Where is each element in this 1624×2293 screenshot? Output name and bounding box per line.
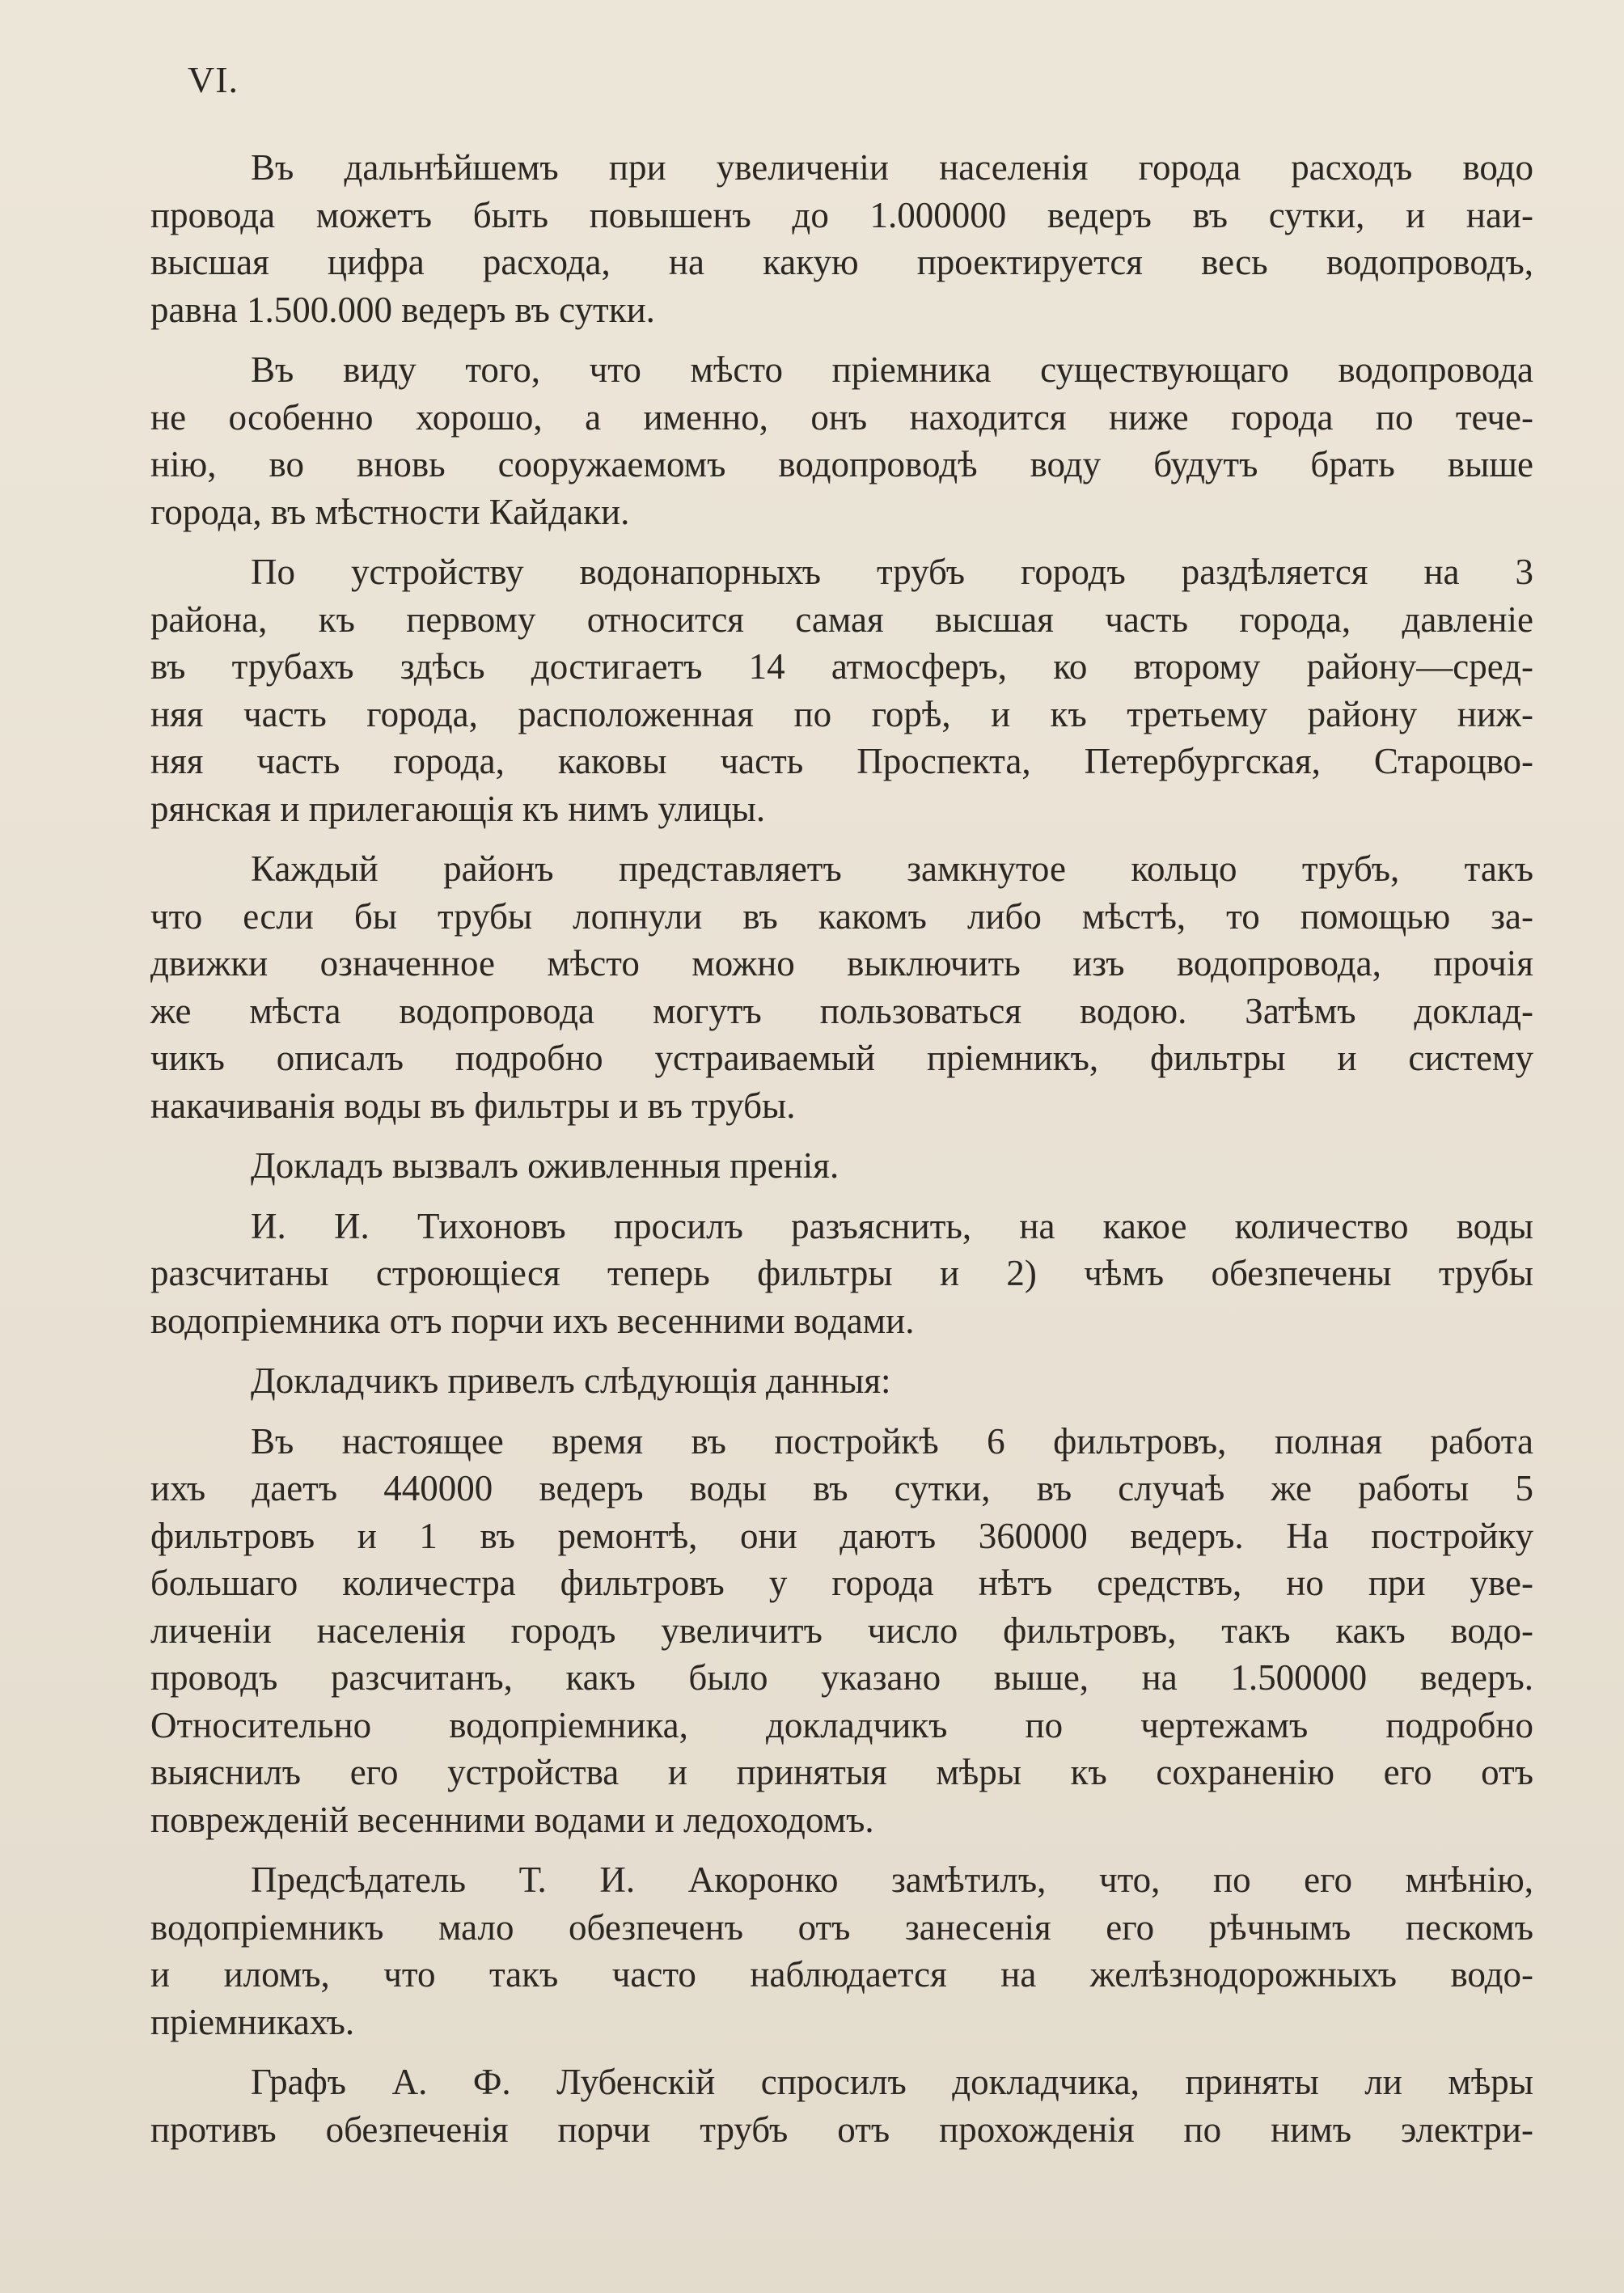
text-line: и иломъ, что такъ часто наблюдается на желѣзнодорожныхъ водо- xyxy=(150,1954,1533,1995)
text-line: личенiи населенiя городъ увеличитъ число фильтровъ, такъ какъ водо- xyxy=(150,1610,1533,1651)
paragraph xyxy=(150,1203,1533,1345)
paragraph xyxy=(150,346,1533,535)
text-line: няя часть города, каковы часть Проспекта, Петербургская, Староцво- xyxy=(150,741,1533,781)
text-line: высшая цифра расхода, на какую проектируется весь водопроводъ, xyxy=(150,242,1533,282)
text-line: большаго количестра фильтровъ у города нѣтъ средствъ, но при уве- xyxy=(150,1563,1533,1603)
paragraph xyxy=(150,1357,1533,1405)
text-line: не особенно хорошо, а именно, онъ находится ниже города по тече- xyxy=(150,396,1533,438)
body-text xyxy=(150,144,1533,2166)
text-line: Докладчикъ привелъ слѣдующiя данныя: xyxy=(251,1360,891,1401)
text-line: поврежденiй весенними водами и ледоходомъ. xyxy=(150,1799,874,1840)
paragraph xyxy=(150,2058,1533,2153)
text-line: равна 1.500.000 ведеръ въ сутки. xyxy=(150,289,655,330)
text-line: рянская и прилегающiя къ нимъ улицы. xyxy=(150,788,766,829)
text-line: Относительно водопрiемника, докладчикъ по чертежамъ подробно xyxy=(150,1704,1533,1745)
text-line: водопрiемникъ мало обезпеченъ отъ занесенiя его рѣчнымъ пескомъ xyxy=(150,1906,1533,1948)
text-line: фильтровъ и 1 въ ремонтѣ, они даютъ 360000 ведеръ. На постройку xyxy=(150,1515,1533,1556)
text-line: выяснилъ его устройства и принятыя мѣры къ сохраненiю его отъ xyxy=(150,1752,1533,1792)
text-line: Графъ А. Ф. Лубенскiй спросилъ докладчика, приняты ли мѣры xyxy=(251,2062,1533,2102)
text-line: провода можетъ быть повышенъ до 1.000000 ведеръ въ сутки, и наи- xyxy=(150,194,1533,235)
text-line: прiемникахъ. xyxy=(150,2001,355,2042)
text-line: чикъ описалъ подробно устраиваемый прiемникъ, фильтры и систему xyxy=(150,1038,1533,1078)
text-line: накачиванiя воды въ фильтры и въ трубы. xyxy=(150,1085,796,1126)
text-line: водопрiемника отъ порчи ихъ весенними водами. xyxy=(150,1300,915,1341)
text-line: Предсѣдатель Т. И. Акоронко замѣтилъ, что, по его мнѣнiю, xyxy=(251,1859,1533,1900)
page-number: VI. xyxy=(188,59,239,100)
text-line: няя часть города, расположенная по горѣ, и къ третьему району ниж- xyxy=(150,693,1533,734)
paragraph xyxy=(150,1418,1533,1844)
text-line: Въ дальнѣйшемъ при увеличенiи населенiя города расходъ водо xyxy=(251,147,1533,188)
text-line: же мѣста водопровода могутъ пользоваться водою. Затѣмъ доклад- xyxy=(150,990,1533,1031)
text-line: И. И. Тихоновъ просилъ разъяснить, на какое количество воды xyxy=(251,1205,1533,1246)
text-line: района, къ первому относится самая высшая часть города, давленiе xyxy=(150,599,1533,640)
text-line: города, въ мѣстности Кайдаки. xyxy=(150,491,630,532)
text-line: Докладъ вызвалъ оживленныя пренiя. xyxy=(251,1145,839,1186)
text-line: движки означенное мѣсто можно выключить изъ водопровода, прочiя xyxy=(150,943,1533,984)
text-line: въ трубахъ здѣсь достигаетъ 14 атмосферъ, ко второму району—сред- xyxy=(150,646,1533,687)
text-line: противъ обезпеченiя порчи трубъ отъ прохожденiя по нимъ электри- xyxy=(150,2109,1533,2150)
text-line: что если бы трубы лопнули въ какомъ либо мѣстѣ, то помощью за- xyxy=(150,895,1533,937)
text-line: ихъ даетъ 440000 ведеръ воды въ сутки, въ случаѣ же работы 5 xyxy=(150,1468,1533,1508)
paragraph xyxy=(150,845,1533,1129)
paragraph xyxy=(150,548,1533,832)
paragraph xyxy=(150,144,1533,333)
text-line: Каждый районъ представляетъ замкнутое кольцо трубъ, такъ xyxy=(251,848,1533,889)
text-line: проводъ разсчитанъ, какъ было указано выше, на 1.500000 ведеръ. xyxy=(150,1657,1533,1698)
text-line: нiю, во вновь сооружаемомъ водопроводѣ воду будутъ брать выше xyxy=(150,444,1533,484)
text-line: По устройству водонапорныхъ трубъ городъ раздѣляется на 3 xyxy=(251,552,1533,592)
text-line: разсчитаны строющiеся теперь фильтры и 2) чѣмъ обезпечены трубы xyxy=(150,1253,1533,1293)
paragraph xyxy=(150,1142,1533,1190)
paragraph xyxy=(150,1856,1533,2046)
text-line: Въ настоящее время въ постройкѣ 6 фильтровъ, полная работа xyxy=(251,1420,1533,1462)
text-line: Въ виду того, что мѣсто прiемника существующаго водопровода xyxy=(251,349,1533,390)
